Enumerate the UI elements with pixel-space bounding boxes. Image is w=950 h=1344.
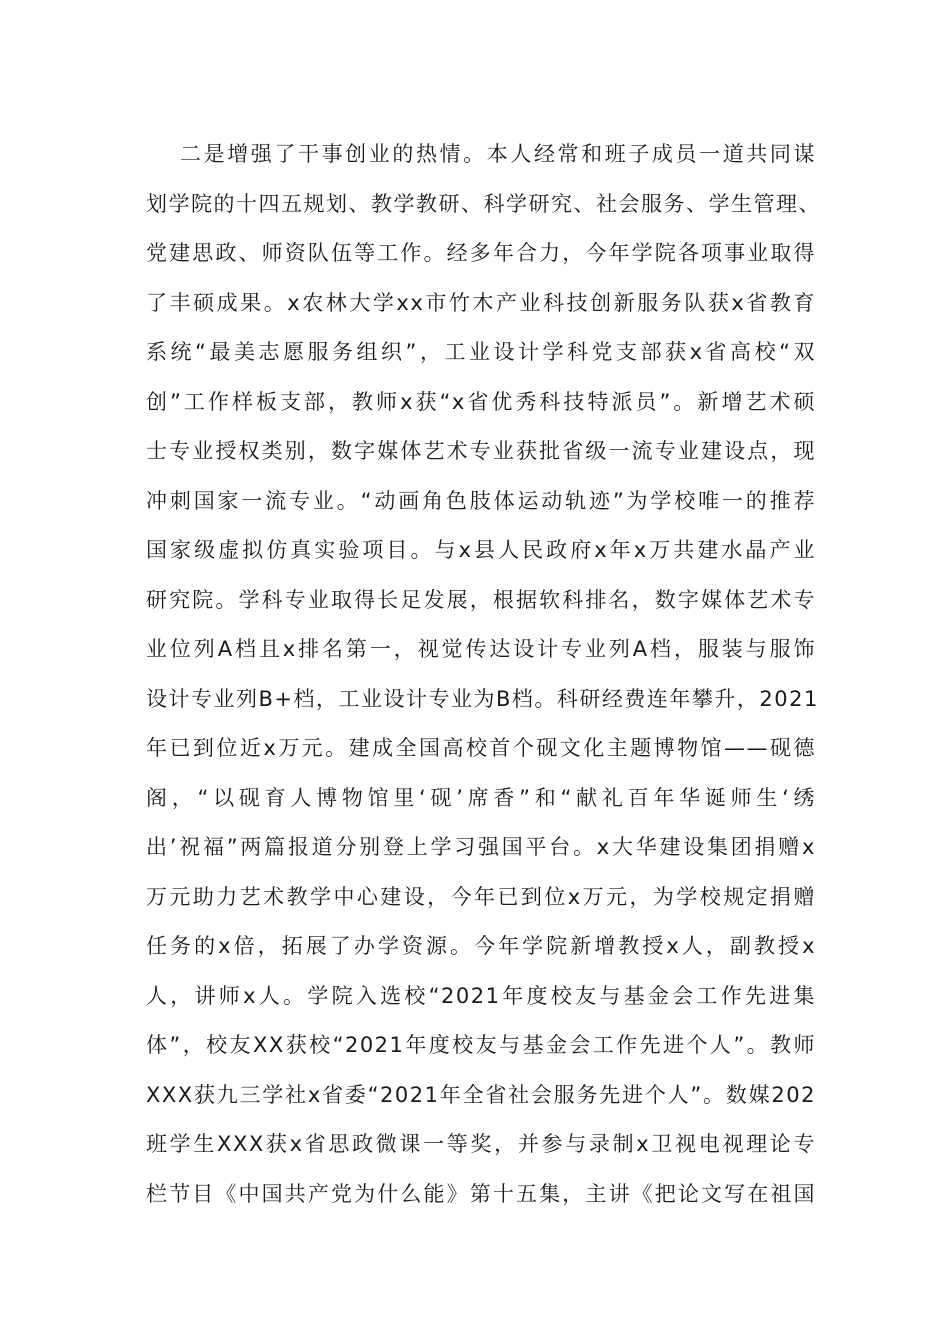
paragraph-line: 栏节目《中国共产党为什么能》第十五集，主讲《把论文写在祖国	[146, 1181, 816, 1206]
paragraph-line: 业位列A档且x排名第一，视觉传达设计专业列A档，服装与服饰	[146, 637, 816, 661]
paragraph-line: 阁，“以砚育人博物馆里‘砚’席香”和“献礼百年华诞师生‘绣	[146, 785, 816, 810]
paragraph-line: 任务的x倍，拓展了办学资源。今年学院新增教授x人，副教授x	[146, 934, 816, 958]
paragraph-line: XXX获九三学社x省委“2021年全省社会服务先进个人”。数媒202	[146, 1082, 816, 1107]
paragraph-line: 班学生XXX获x省思政微课一等奖，并参与录制x卫视电视理论专	[146, 1132, 816, 1156]
paragraph-line: 出’祝福”两篇报道分别登上学习强国平台。x大华建设集团捐赠x	[146, 835, 816, 859]
paragraph-line: 冲刺国家一流专业。“动画角色肢体运动轨迹”为学校唯一的推荐	[146, 488, 816, 513]
paragraph-line: 系统“最美志愿服务组织”，工业设计学科党支部获x省高校“双	[146, 340, 816, 364]
paragraph-line: 划学院的十四五规划、教学教研、科学研究、社会服务、学生管理、	[146, 191, 821, 216]
paragraph-line: 了丰硕成果。x农林大学xx市竹木产业科技创新服务队获x省教育	[146, 290, 816, 315]
paragraph-line: 士专业授权类别，数字媒体艺术专业获批省级一流专业建设点，现	[146, 439, 816, 463]
paragraph-line: 二是增强了干事创业的热情。本人经常和班子成员一道共同谋	[180, 142, 816, 166]
paragraph-line: 人，讲师x人。学院入选校“2021年度校友与基金会工作先进集	[146, 983, 816, 1008]
paragraph-line: 创”工作样板支部，教师x获“x省优秀科技特派员”。新增艺术硕	[146, 389, 816, 414]
paragraph-line: 体”，校友XX获校“2021年度校友与基金会工作先进个人”。教师	[146, 1033, 816, 1057]
paragraph-line: 万元助力艺术教学中心建设，今年已到位x万元，为学校规定捐赠	[146, 884, 816, 909]
body-paragraph	[146, 134, 821, 1223]
paragraph-line: 年已到位近x万元。建成全国高校首个砚文化主题博物馆——砚德	[146, 736, 816, 760]
paragraph-line: 国家级虚拟仿真实验项目。与x县人民政府x年x万共建水晶产业	[146, 538, 816, 562]
paragraph-line: 研究院。学科专业取得长足发展，根据软科排名，数字媒体艺术专	[146, 587, 816, 612]
paragraph-line: 设计专业列B+档，工业设计专业为B档。科研经费连年攀升，2021	[146, 686, 819, 711]
paragraph-line: 党建思政、师资队伍等工作。经多年合力，今年学院各项事业取得	[146, 241, 816, 265]
